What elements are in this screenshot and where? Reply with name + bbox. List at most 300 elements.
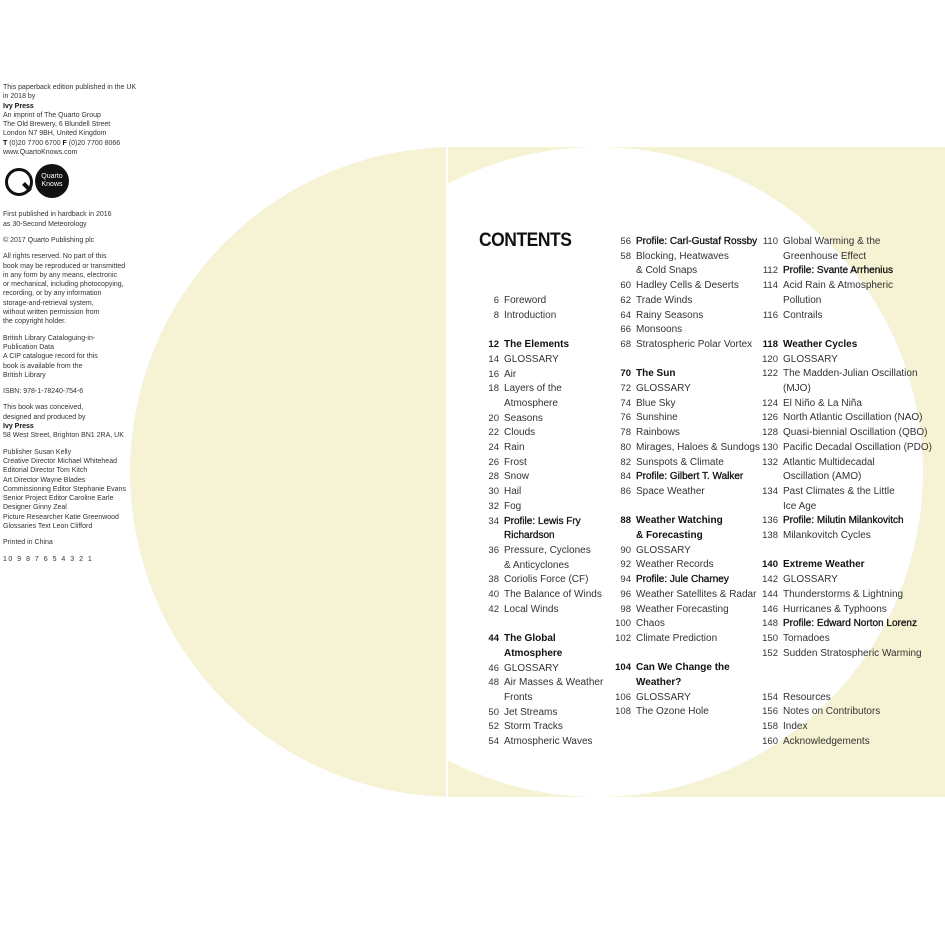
toc-entry-title-line: Blue Sky bbox=[636, 397, 676, 409]
toc-entry[interactable] bbox=[610, 441, 760, 456]
toc-entry-title bbox=[783, 485, 937, 514]
toc-entry-title bbox=[636, 632, 760, 647]
toc-section-heading[interactable] bbox=[610, 367, 760, 382]
toc-entry-title-line: The Balance of Winds bbox=[504, 589, 602, 601]
toc-page-number: 100 bbox=[615, 618, 631, 630]
credit-line: Picture Researcher Katie Greenwood bbox=[3, 513, 119, 521]
toc-entry-title bbox=[636, 544, 760, 559]
toc-page-number: 152 bbox=[762, 647, 778, 659]
toc-entry[interactable] bbox=[757, 353, 937, 368]
toc-entry[interactable] bbox=[478, 382, 613, 411]
toc-page-number: 124 bbox=[762, 397, 778, 409]
toc-page-number: 72 bbox=[620, 383, 631, 395]
toc-entry[interactable] bbox=[757, 309, 937, 324]
toc-entry-title bbox=[504, 603, 613, 618]
toc-entry-title bbox=[783, 705, 937, 720]
toc-entry-title-line: Sudden Stratospheric Warming bbox=[783, 647, 922, 659]
toc-entry-title-line: Hurricanes & Typhoons bbox=[783, 603, 887, 615]
toc-page-number: 60 bbox=[620, 280, 631, 292]
toc-page-number: 56 bbox=[620, 236, 631, 247]
toc-entry[interactable] bbox=[757, 735, 937, 750]
toc-entry-title bbox=[636, 411, 760, 426]
toc-entry[interactable] bbox=[478, 456, 613, 471]
toc-page-number: 118 bbox=[762, 338, 778, 350]
toc-entry-title-line: Air Masses & Weather bbox=[504, 677, 604, 689]
toc-entry-title-line: Clouds bbox=[504, 427, 536, 439]
conceived-line: designed and produced by bbox=[3, 413, 86, 421]
toc-entry-title bbox=[783, 735, 937, 750]
toc-page-number: 88 bbox=[620, 515, 631, 527]
cataloguing-line: Publication Data bbox=[3, 343, 54, 351]
toc-section-heading[interactable] bbox=[610, 514, 760, 543]
toc-entry-title bbox=[783, 397, 937, 412]
toc-page-number: 106 bbox=[615, 691, 631, 703]
credit-line: Glossaries Text Leon Clifford bbox=[3, 522, 93, 530]
toc-entry-title-line: Profile: Jule Charney bbox=[636, 574, 729, 586]
toc-entry-title bbox=[504, 573, 613, 588]
toc-section-heading[interactable] bbox=[478, 632, 613, 661]
toc-entry-title-line: Trade Winds bbox=[636, 294, 693, 306]
toc-entry-title bbox=[636, 426, 760, 441]
toc-entry[interactable] bbox=[610, 235, 760, 250]
toc-entry-title bbox=[636, 235, 760, 250]
cataloguing-line: book is available from the bbox=[3, 362, 83, 370]
toc-entry-title bbox=[783, 588, 937, 603]
toc-entry[interactable] bbox=[610, 617, 760, 632]
toc-entry-title-line: Ice Age bbox=[783, 500, 817, 512]
toc-entry-title bbox=[504, 441, 613, 456]
toc-entry-title bbox=[504, 515, 613, 544]
toc-entry-title bbox=[504, 544, 613, 573]
toc-entry[interactable] bbox=[757, 456, 937, 485]
toc-entry-title bbox=[504, 720, 613, 735]
toc-entry-title bbox=[783, 338, 937, 353]
toc-entry-title bbox=[636, 603, 760, 618]
toc-page-number: 76 bbox=[620, 412, 631, 424]
toc-page-number: 64 bbox=[620, 309, 631, 321]
toc-entry-title-line: GLOSSARY bbox=[504, 662, 559, 674]
toc-page-number: 30 bbox=[488, 486, 499, 498]
toc-page-number: 44 bbox=[488, 633, 499, 645]
producer-block bbox=[3, 403, 138, 440]
toc-entry[interactable] bbox=[478, 412, 613, 427]
toc-entry-title-line: Resources bbox=[783, 691, 831, 703]
toc-entry-title-line: Storm Tracks bbox=[504, 721, 563, 733]
toc-entry-title bbox=[783, 603, 937, 618]
toc-entry[interactable] bbox=[757, 235, 937, 264]
toc-entry[interactable] bbox=[478, 426, 613, 441]
conceived-line: This book was conceived, bbox=[3, 404, 84, 412]
toc-entry[interactable] bbox=[757, 617, 937, 632]
toc-entry-title-line: Hail bbox=[504, 486, 522, 498]
rights-line: or mechanical, including photocopying, bbox=[3, 281, 124, 289]
toc-entry-title-line: Global Warming & the bbox=[783, 236, 881, 247]
first-published-line: First published in hardback in 2016 bbox=[3, 211, 112, 219]
toc-entry[interactable] bbox=[478, 368, 613, 383]
toc-entry[interactable] bbox=[610, 456, 760, 471]
toc-entry-title bbox=[783, 456, 937, 485]
rights-notice bbox=[3, 252, 138, 326]
toc-entry-title-line: Climate Prediction bbox=[636, 632, 718, 644]
fax-label: F bbox=[62, 139, 67, 147]
toc-page-number: 22 bbox=[488, 427, 499, 439]
toc-entry-title-line: Profile: Milutin Milankovitch bbox=[783, 515, 904, 527]
toc-entry[interactable] bbox=[610, 632, 760, 647]
toc-entry[interactable] bbox=[757, 573, 937, 588]
toc-entry[interactable] bbox=[610, 279, 760, 294]
toc-entry-title bbox=[783, 279, 937, 308]
toc-entry-title-line: Contrails bbox=[783, 309, 823, 321]
toc-page-number: 104 bbox=[615, 662, 631, 674]
toc-entry-title bbox=[636, 514, 760, 543]
toc-entry[interactable] bbox=[478, 515, 613, 544]
toc-page-number: 48 bbox=[488, 677, 499, 689]
toc-entry-title-line: Weather Records bbox=[636, 559, 714, 571]
toc-entry-title-line: Coriolis Force (CF) bbox=[504, 574, 589, 586]
toc-entry[interactable] bbox=[478, 735, 613, 750]
toc-spacer bbox=[478, 323, 613, 338]
toc-entry-title-line: Pollution bbox=[783, 294, 822, 306]
toc-entry[interactable] bbox=[478, 441, 613, 456]
toc-entry-title bbox=[636, 456, 760, 471]
toc-spacer bbox=[757, 323, 937, 338]
toc-entry-title bbox=[636, 323, 760, 338]
toc-entry[interactable] bbox=[757, 264, 937, 279]
rights-line: storage-and-retrieval system, bbox=[3, 299, 94, 307]
toc-entry-title-line: The Madden-Julian Oscillation (MJO) bbox=[783, 368, 918, 395]
toc-section-heading[interactable] bbox=[478, 338, 613, 353]
toc-page-number: 142 bbox=[762, 574, 778, 586]
toc-entry[interactable] bbox=[757, 529, 937, 544]
toc-entry-title bbox=[636, 691, 760, 706]
toc-entry-title bbox=[504, 309, 613, 324]
toc-entry-title bbox=[783, 529, 937, 544]
toc-section-heading[interactable] bbox=[757, 338, 937, 353]
toc-entry[interactable] bbox=[610, 294, 760, 309]
toc-page-number: 36 bbox=[488, 544, 499, 556]
toc-entry-title-line: Rain bbox=[504, 442, 525, 454]
toc-entry[interactable] bbox=[757, 279, 937, 308]
toc-section-heading[interactable] bbox=[757, 558, 937, 573]
toc-entry[interactable] bbox=[610, 309, 760, 324]
toc-entry-title-line: Sunshine bbox=[636, 412, 678, 424]
toc-entry-title-line: Extreme Weather bbox=[783, 559, 865, 571]
toc-page-number: 96 bbox=[620, 588, 631, 600]
toc-page-number: 70 bbox=[620, 368, 631, 380]
rights-line: recording, or by any information bbox=[3, 290, 102, 298]
toc-entry-title bbox=[636, 573, 760, 588]
toc-page-number: 8 bbox=[493, 309, 499, 321]
toc-entry[interactable] bbox=[478, 353, 613, 368]
toc-entry[interactable] bbox=[478, 706, 613, 721]
toc-entry-title bbox=[783, 514, 937, 529]
phone-label: T bbox=[3, 139, 8, 147]
toc-entry-title-line: Mirages, Haloes & Sundogs bbox=[636, 441, 760, 453]
fax-number: (0)20 7700 8066 bbox=[66, 139, 121, 147]
quarto-q-logo bbox=[3, 166, 33, 196]
toc-entry-title-line: Hadley Cells & Deserts bbox=[636, 280, 739, 292]
toc-entry[interactable] bbox=[478, 294, 613, 309]
toc-entry-title-line: Weather? bbox=[636, 677, 682, 689]
toc-page-number: 102 bbox=[615, 632, 631, 644]
edition-line: This paperback edition published in the UK in 2018 by bbox=[3, 84, 137, 101]
toc-entry-title-line: Monsoons bbox=[636, 324, 683, 336]
toc-entry-title-line: Fronts bbox=[504, 691, 533, 703]
toc-page-number: 144 bbox=[762, 588, 778, 600]
cataloguing-line: A CIP catalogue record for this bbox=[3, 353, 98, 361]
toc-entry[interactable] bbox=[757, 397, 937, 412]
imprint-publisher-block bbox=[3, 83, 138, 157]
print-numbers: 10 9 8 7 6 5 4 3 2 1 bbox=[3, 555, 94, 563]
toc-entry[interactable] bbox=[610, 485, 760, 500]
rights-line: in any form by any means, electronic bbox=[3, 271, 117, 279]
toc-page-number: 108 bbox=[615, 706, 631, 718]
toc-entry-title-line: Pressure, Cyclones bbox=[504, 544, 591, 556]
toc-page-number: 160 bbox=[762, 735, 778, 747]
toc-entry-title bbox=[783, 558, 937, 573]
toc-page-number: 26 bbox=[488, 456, 499, 468]
toc-entry-title bbox=[636, 294, 760, 309]
toc-page-number: 130 bbox=[762, 441, 778, 453]
toc-page-number: 14 bbox=[488, 353, 499, 365]
toc-entry[interactable] bbox=[610, 411, 760, 426]
toc-entry-title-line: The Global Atmosphere bbox=[504, 633, 563, 659]
toc-entry[interactable] bbox=[757, 720, 937, 735]
toc-entry-title bbox=[504, 456, 613, 471]
toc-entry-title-line: GLOSSARY bbox=[636, 691, 691, 703]
toc-entry[interactable] bbox=[478, 588, 613, 603]
publisher-name: Ivy Press bbox=[3, 102, 34, 110]
toc-entry-title-line: Weather Forecasting bbox=[636, 603, 729, 615]
toc-entry-title-line: Chaos bbox=[636, 618, 665, 630]
toc-page-number: 110 bbox=[762, 236, 778, 247]
toc-entry[interactable] bbox=[478, 485, 613, 500]
toc-page-number: 38 bbox=[488, 574, 499, 586]
quarto-knows-logo bbox=[35, 164, 69, 198]
logo-text: Quarto bbox=[41, 173, 63, 181]
toc-page-number: 82 bbox=[620, 456, 631, 468]
toc-entry-title-line: Snow bbox=[504, 471, 530, 483]
toc-entry-title bbox=[783, 264, 937, 279]
toc-entry-title bbox=[504, 632, 613, 661]
toc-entry[interactable] bbox=[757, 514, 937, 529]
toc-entry-title bbox=[636, 382, 760, 397]
toc-entry-title-line: Layers of the Atmosphere bbox=[504, 383, 562, 409]
toc-entry-title-line: & Anticyclones bbox=[504, 559, 570, 571]
toc-entry-title-line: GLOSSARY bbox=[783, 574, 838, 586]
isbn: ISBN: 978-1-78240-754-6 bbox=[3, 388, 84, 396]
toc-page-number: 132 bbox=[762, 456, 778, 468]
credit-line: Art Director Wayne Blades bbox=[3, 476, 86, 484]
toc-page-number: 92 bbox=[620, 559, 631, 571]
credits bbox=[3, 448, 138, 532]
toc-entry[interactable] bbox=[757, 485, 937, 514]
rights-line: the copyright holder. bbox=[3, 318, 67, 326]
toc-page-number: 78 bbox=[620, 427, 631, 439]
toc-entry[interactable] bbox=[478, 470, 613, 485]
toc-entry-title bbox=[636, 397, 760, 412]
toc-page-number: 50 bbox=[488, 706, 499, 718]
toc-entry-title bbox=[636, 338, 760, 353]
toc-entry[interactable] bbox=[610, 338, 760, 353]
toc-page-number: 134 bbox=[762, 485, 778, 497]
toc-entry-title bbox=[504, 706, 613, 721]
toc-entry-title-line: Profile: Carl-Gustaf Rossby bbox=[636, 236, 758, 247]
toc-entry-title bbox=[504, 676, 613, 705]
toc-page-number: 66 bbox=[620, 324, 631, 336]
toc-entry[interactable] bbox=[757, 603, 937, 618]
toc-entry-title bbox=[636, 617, 760, 632]
toc-entry-title bbox=[504, 353, 613, 368]
toc-entry-title-line: Seasons bbox=[504, 412, 543, 424]
producer-name: Ivy Press bbox=[3, 423, 34, 431]
toc-entry[interactable] bbox=[610, 558, 760, 573]
toc-entry[interactable] bbox=[610, 426, 760, 441]
toc-entry-title-line: Can We Change the bbox=[636, 662, 730, 674]
toc-entry[interactable] bbox=[757, 411, 937, 426]
toc-entry[interactable] bbox=[610, 588, 760, 603]
toc-entry-title-line: Foreword bbox=[504, 295, 547, 306]
toc-entry-title-line: Index bbox=[783, 721, 808, 733]
toc-entry-title bbox=[636, 470, 760, 485]
toc-column-2 bbox=[610, 235, 760, 720]
toc-entry-title bbox=[504, 368, 613, 383]
toc-entry-title-line: Thunderstorms & Lightning bbox=[783, 588, 904, 600]
toc-entry-title-line: Profile: Svante Arrhenius bbox=[783, 265, 894, 277]
toc-page-number: 12 bbox=[488, 339, 499, 351]
toc-spacer bbox=[610, 353, 760, 368]
toc-entry-title-line: Air bbox=[504, 368, 517, 380]
cataloguing-line: British Library Cataloguing-in- bbox=[3, 334, 96, 342]
toc-entry[interactable] bbox=[610, 691, 760, 706]
toc-entry-title-line: & Forecasting bbox=[636, 530, 703, 542]
toc-entry[interactable] bbox=[610, 705, 760, 720]
toc-entry[interactable] bbox=[757, 647, 937, 662]
address-line: London N7 9BH, United Kingdom bbox=[3, 130, 107, 138]
toc-page-number: 136 bbox=[762, 515, 778, 527]
rights-line: book may be reproduced or transmitted bbox=[3, 262, 126, 270]
toc-entry-title-line: Blocking, Heatwaves bbox=[636, 250, 729, 262]
toc-page-number: 148 bbox=[762, 618, 778, 630]
toc-page-number: 128 bbox=[762, 427, 778, 439]
toc-entry[interactable] bbox=[478, 573, 613, 588]
toc-page-number: 84 bbox=[620, 471, 631, 483]
toc-entry-title-line: Profile: Gilbert T. Walker bbox=[636, 471, 744, 483]
toc-entry-title bbox=[783, 647, 937, 662]
toc-entry-title-line: Weather Satellites & Radar bbox=[636, 588, 757, 600]
toc-page-number: 52 bbox=[488, 721, 499, 733]
toc-entry-title bbox=[783, 426, 937, 441]
toc-entry-title-line: Tornadoes bbox=[783, 632, 830, 644]
toc-entry[interactable] bbox=[610, 382, 760, 397]
toc-entry[interactable] bbox=[478, 603, 613, 618]
toc-entry[interactable] bbox=[478, 720, 613, 735]
toc-entry-title-line: GLOSSARY bbox=[783, 353, 838, 365]
toc-entry-title bbox=[636, 309, 760, 324]
toc-page-number: 150 bbox=[762, 632, 778, 644]
toc-entry[interactable] bbox=[610, 397, 760, 412]
toc-entry[interactable] bbox=[757, 691, 937, 706]
toc-entry-title bbox=[636, 367, 760, 382]
toc-entry[interactable] bbox=[478, 676, 613, 705]
toc-spacer bbox=[610, 647, 760, 662]
toc-entry-title-line: Richardson bbox=[504, 530, 555, 542]
toc-entry-title-line: Local Winds bbox=[504, 603, 559, 615]
credit-line: Publisher Susan Kelly bbox=[3, 448, 72, 456]
page-gutter bbox=[446, 147, 448, 797]
imprint-page bbox=[3, 83, 138, 571]
toc-entry[interactable] bbox=[757, 588, 937, 603]
toc-entry[interactable] bbox=[478, 309, 613, 324]
toc-entry-title bbox=[783, 411, 937, 426]
toc-page-number: 74 bbox=[620, 397, 631, 409]
toc-entry[interactable] bbox=[610, 250, 760, 279]
toc-entry[interactable] bbox=[757, 441, 937, 456]
toc-entry-title bbox=[636, 485, 760, 500]
toc-entry-title-line: Sunspots & Climate bbox=[636, 456, 724, 468]
toc-entry[interactable] bbox=[757, 705, 937, 720]
toc-page-number: 62 bbox=[620, 294, 631, 306]
rights-line: without written permission from bbox=[3, 309, 100, 317]
copyright: © 2017 Quarto Publishing plc bbox=[3, 236, 95, 244]
toc-page-number: 156 bbox=[762, 706, 778, 718]
address-line: An imprint of The Quarto Group bbox=[3, 111, 101, 119]
toc-entry[interactable] bbox=[757, 367, 937, 396]
toc-entry-title bbox=[783, 573, 937, 588]
toc-entry-title bbox=[504, 735, 613, 750]
phone-number: (0)20 7700 6700 bbox=[7, 139, 63, 147]
toc-entry[interactable] bbox=[610, 323, 760, 338]
toc-entry-title-line: Frost bbox=[504, 456, 527, 468]
toc-page-number: 24 bbox=[488, 442, 499, 454]
toc-column-3 bbox=[757, 235, 937, 750]
toc-page-number: 42 bbox=[488, 603, 499, 615]
toc-page-number: 140 bbox=[762, 559, 778, 571]
toc-entry-title-line: Greenhouse Effect bbox=[783, 250, 867, 262]
toc-column-1 bbox=[478, 294, 613, 750]
toc-entry-title bbox=[504, 338, 613, 353]
toc-entry[interactable] bbox=[478, 544, 613, 573]
toc-entry-title bbox=[636, 279, 760, 294]
toc-entry[interactable] bbox=[478, 500, 613, 515]
toc-entry[interactable] bbox=[757, 426, 937, 441]
contents-title: CONTENTS bbox=[479, 230, 572, 251]
toc-entry-title bbox=[504, 588, 613, 603]
toc-page-number: 40 bbox=[488, 589, 499, 601]
toc-page-number: 34 bbox=[488, 515, 499, 527]
toc-page-number: 120 bbox=[762, 353, 778, 365]
toc-entry-title-line: Notes on Contributors bbox=[783, 706, 881, 718]
toc-page-number: 112 bbox=[762, 265, 778, 277]
toc-page-number: 28 bbox=[488, 471, 499, 483]
toc-entry[interactable] bbox=[610, 544, 760, 559]
toc-entry[interactable] bbox=[478, 662, 613, 677]
credit-line: Creative Director Michael Whitehead bbox=[3, 457, 117, 465]
toc-entry-title-line: Atmospheric Waves bbox=[504, 736, 593, 748]
toc-entry-title bbox=[783, 367, 937, 396]
toc-section-heading[interactable] bbox=[610, 661, 760, 690]
toc-entry[interactable] bbox=[610, 470, 760, 485]
toc-page-number: 58 bbox=[620, 250, 631, 262]
toc-page-number: 16 bbox=[488, 368, 499, 380]
toc-entry[interactable] bbox=[610, 603, 760, 618]
toc-entry[interactable] bbox=[757, 632, 937, 647]
toc-entry[interactable] bbox=[610, 573, 760, 588]
toc-page-number: 158 bbox=[762, 721, 778, 733]
toc-entry-title-line: The Elements bbox=[504, 339, 570, 351]
toc-entry-title-line: Weather Watching bbox=[636, 515, 723, 527]
first-published bbox=[3, 210, 138, 229]
